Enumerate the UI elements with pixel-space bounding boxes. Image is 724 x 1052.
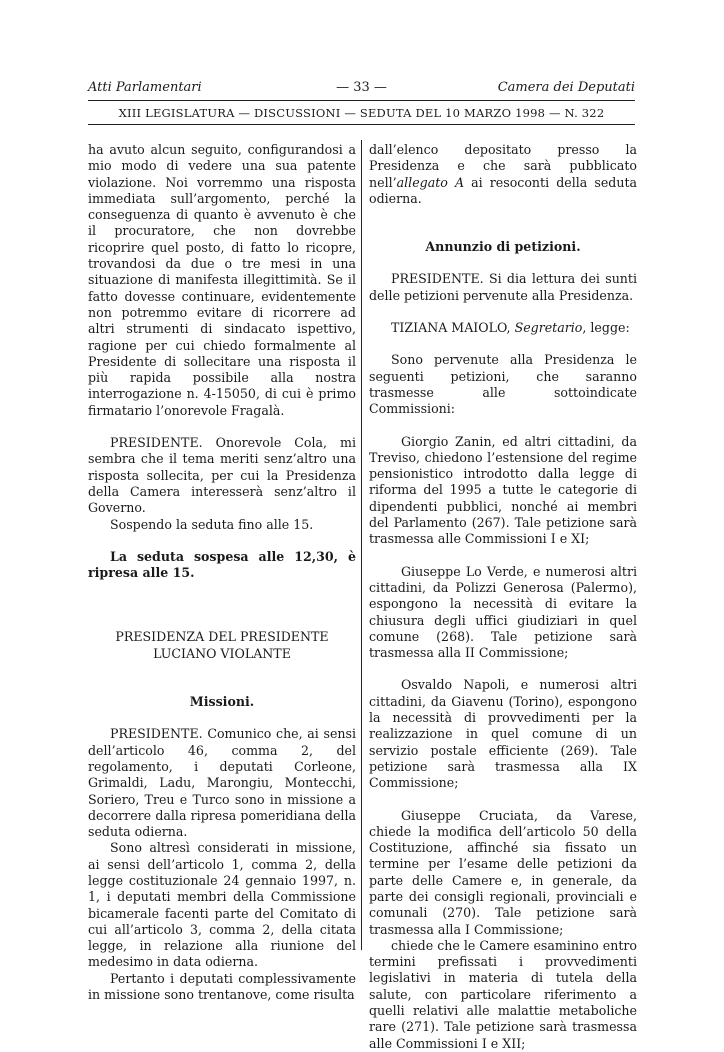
paragraph: Sospendo la seduta fino alle 15. xyxy=(110,516,314,532)
petition-item: Giuseppe Lo Verde, e numerosi altri cittadini, da Polizzi Generosa (Palermo), espongono la necessità di evitare la chiusura degli uffici giudiziari in quel comune (268). Tale petizione sarà trasmessa alla II Commissione; xyxy=(369,563,637,661)
paragraph: Sono altresì considerati in missione, ai sensi dell’articolo 1, comma 2, della legge costituzionale 24 gennaio 1997, n. 1, i deputati membri della Commissione bicamerale facenti parte del Comitato di cui all’articolo 3, comma 2, della citata legge, in relazione alla riunione del medesimo in data odierna. xyxy=(88,840,356,970)
column-divider xyxy=(361,140,362,950)
session-note: La seduta sospesa alle 12,30, è ripresa alle 15. xyxy=(88,548,356,581)
paragraph: Pertanto i deputati complessivamente in missione sono trentanove, come risulta xyxy=(88,970,356,1003)
presidency-line-1: PRESIDENZA DEL PRESIDENTE xyxy=(115,629,329,645)
section-heading-missioni: Missioni. xyxy=(189,694,255,710)
presidency-line-2: LUCIANO VIOLANTE xyxy=(153,645,291,661)
running-header xyxy=(88,80,635,98)
section-heading-petizioni: Annunzio di petizioni. xyxy=(425,239,581,255)
petition-item: Giorgio Zanin, ed altri cittadini, da Treviso, chiedono l’estensione del regime pensionistico introdotto dalla legge di riforma del 1995 a tutte le categorie di dipendenti pubblici, nonché ai membri del Parlamento (267). Tale petizione sarà trasmessa alle Commissioni I e XI; xyxy=(369,433,637,547)
paragraph: Sono pervenute alla Presidenza le seguenti petizioni, che saranno trasmesse alle sottoindicate Commissioni: xyxy=(369,352,637,417)
header-right: Camera dei Deputati xyxy=(497,80,635,95)
page-number: — 33 — xyxy=(336,80,387,95)
right-column xyxy=(369,142,637,1052)
header-rule-top xyxy=(88,100,635,101)
petition-item: Giuseppe Cruciata, da Varese, chiede la modifica dell’articolo 50 della Costituzione, affinché sia fissato un termine per l’esame delle petizioni da parte delle Camere e, in generale, da parte dei consigli regionali, provinciali e comunali (270). Tale petizione sarà trasmessa alla I Commissione; xyxy=(369,807,637,937)
paragraph: PRESIDENTE. Comunico che, ai sensi dell’articolo 46, comma 2, del regolamento, i deputati Corleone, Grimaldi, Ladu, Marongiu, Montecchi, Soriero, Treu e Turco sono in missione a decorrere dalla ripresa pomeridiana della seduta odierna. xyxy=(88,726,356,840)
paragraph: PRESIDENTE. Si dia lettura dei sunti delle petizioni pervenute alla Presidenza. xyxy=(369,271,637,303)
paragraph: TIZIANA MAIOLO, Segretario, legge: xyxy=(391,320,630,336)
left-column xyxy=(88,142,356,1003)
petition-item: Osvaldo Napoli, e numerosi altri cittadini, da Giavenu (Torino), espongono la necessità di provvedimenti per la realizzazione in quel comune di un servizio postale efficiente (269). Tale petizione sarà trasmessa alla IX Commissione; xyxy=(369,677,637,791)
petition-item: chiede che le Camere esaminino entro termini prefissati i provvedimenti legislativi in materia di tutela della salute, con particolare riferimento a quelli relativi alle malattie metaboliche rare (271). Tale petizione sarà trasmessa alle Commissioni I e XII; xyxy=(369,937,637,1051)
paragraph: dall’elenco depositato presso la Presidenza e che sarà pubblicato nell’allegato A ai resoconti della seduta odierna. xyxy=(369,142,638,206)
paragraph: ha avuto alcun seguito, configurandosi a mio modo di vedere una sua patente violazione. Noi vorremmo una risposta immediata sull’argomento, perché la conseguenza di quanto è avvenuto è che il procuratore, che non dovrebbe ricoprire quel posto, di fatto lo ricopre, trovandosi da due o tre mesi in una situazione di manifesta illegittimità. Se il fatto dovesse continuare, evidentemente non potremmo evitare di ricorrere ad altri strumenti di sindacato ispettivo, ragione per cui chiedo formalmente al Presidente di sollecitare una risposta il più rapida possibile alla nostra interrogazione n. 4-15050, di cui è primo firmatario l’onorevole Fragalà. xyxy=(88,142,356,418)
header-left: Atti Parlamentari xyxy=(88,80,202,95)
paragraph: PRESIDENTE. Onorevole Cola, mi sembra che il tema meriti senz’altro una risposta sollecita, per cui la Presidenza della Camera interesserà senz’altro il Governo. xyxy=(88,435,356,516)
header-rule-bottom xyxy=(88,124,635,125)
header-subtitle: XIII LEGISLATURA — DISCUSSIONI — SEDUTA DEL 10 MARZO 1998 — N. 322 xyxy=(118,106,605,120)
